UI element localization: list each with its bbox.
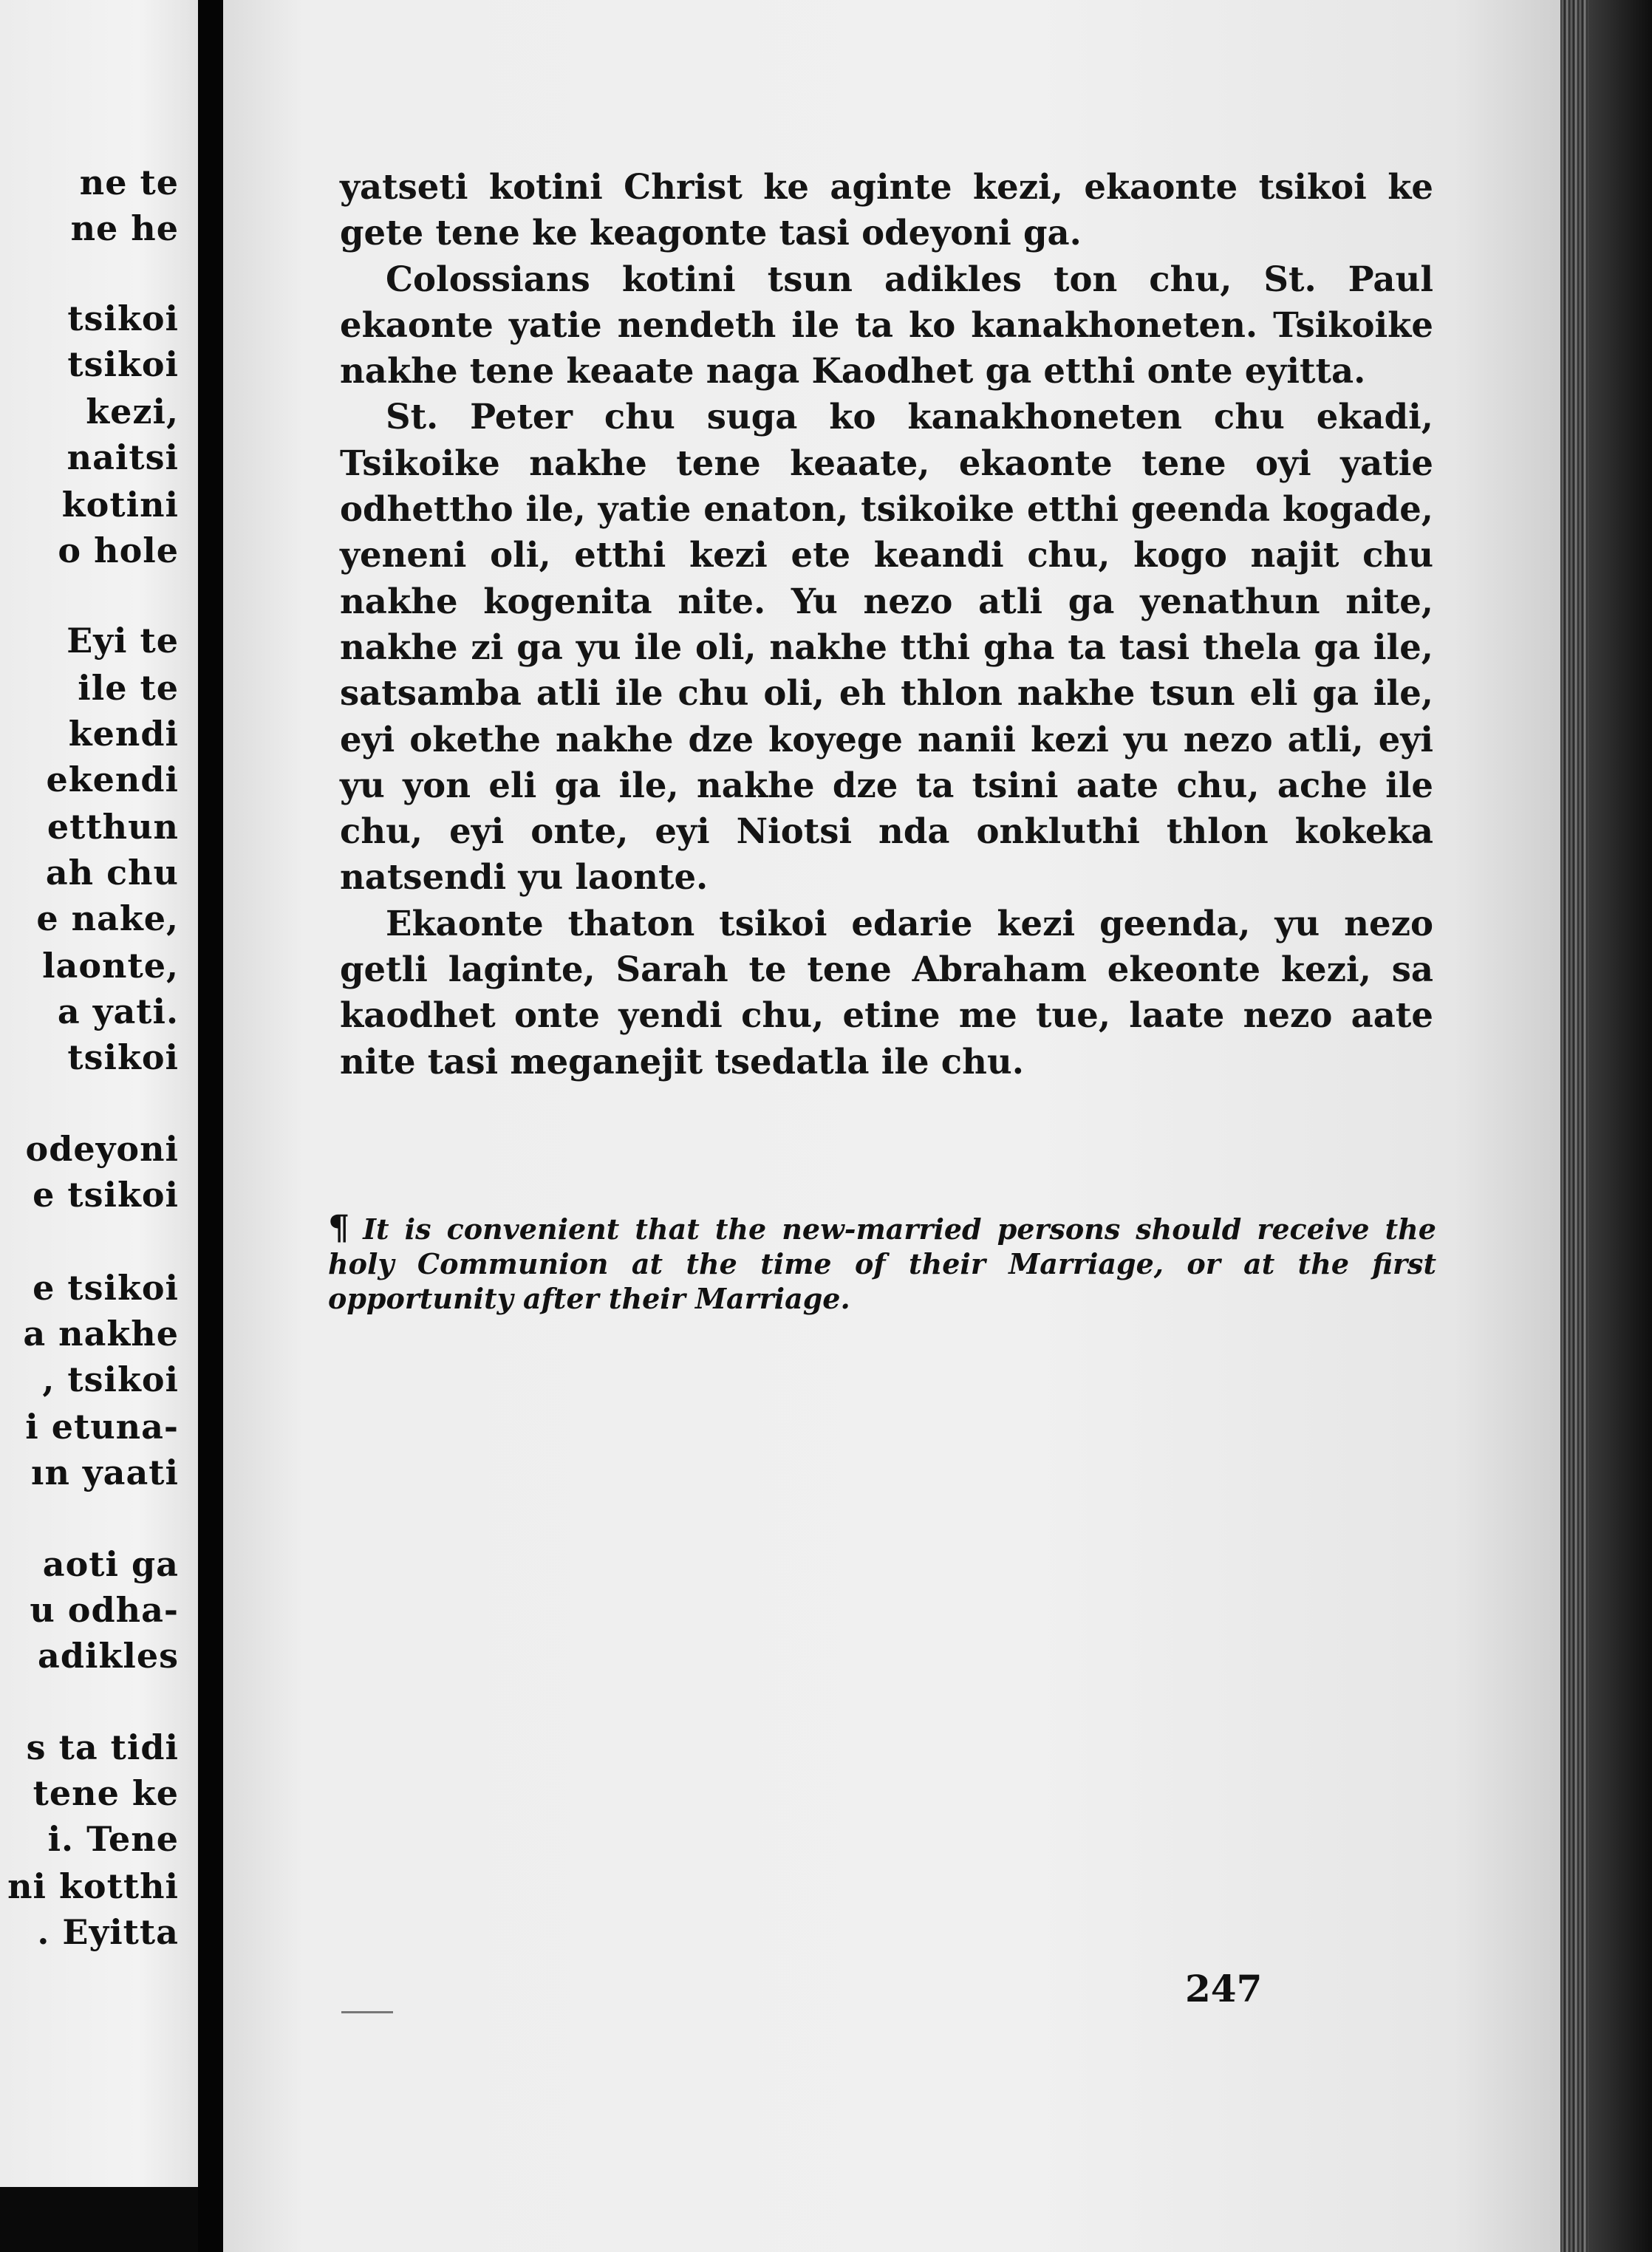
left-page-line: o hole (58, 530, 179, 570)
left-page-line: tsikoi (67, 344, 179, 384)
body-text (340, 164, 1433, 1085)
left-page-line: kezi, (86, 392, 179, 431)
left-page-line: kendi (68, 714, 179, 754)
left-page-line: ah chu (45, 853, 179, 893)
left-page-line: s ta tidi (26, 1727, 179, 1767)
page-number: 247 (1185, 1967, 1263, 2010)
left-page-line: ni kotthi (7, 1866, 179, 1906)
left-page-line: i. Tene (47, 1819, 179, 1859)
left-page-line: ne he (70, 208, 179, 248)
left-page-line: aoti ga (42, 1544, 179, 1584)
left-page-line: kotini (61, 485, 179, 525)
left-page-line: naitsi (66, 437, 179, 477)
left-page-line: etthun (47, 807, 179, 847)
left-page-line: laonte, (42, 946, 179, 986)
main-page (223, 0, 1560, 2252)
footer-rule (341, 2011, 393, 2013)
pilcrow-icon: ¶ (328, 1207, 350, 1247)
left-page-line: a nakhe (23, 1314, 179, 1354)
paragraph-2: Colossians kotini tsun adikles ton chu, St. Paul ekaonte yatie nendeth ile ta ko kanakhoneten. Tsikoike nakhe tene keaate naga Kaodhet ga etthi onte eyitta. (340, 258, 1433, 392)
page-edge-shadow (1588, 0, 1652, 2252)
left-page-line: , tsikoi (42, 1359, 179, 1399)
left-page-line: adikles (38, 1636, 179, 1676)
paragraph-1: yatseti kotini Christ ke aginte kezi, ekaonte tsikoi ke gete tene ke keagonte tasi odeyoni ga. (340, 166, 1433, 253)
left-page-line: tsikoi (67, 298, 179, 338)
left-page-line: ekendi (46, 760, 179, 799)
left-page-line: a yati. (57, 992, 179, 1031)
paragraph-4: Ekaonte thaton tsikoi edarie kezi geenda, yu nezo getli laginte, Sarah te tene Abraham ekeonte kezi, sa kaodhet onte yendi chu, etine me tue, laate nezo aate nite tasi meganejit tsedatla ile chu. (340, 902, 1433, 1082)
book-gutter (198, 0, 223, 2252)
paragraph-3: St. Peter chu suga ko kanakhoneten chu ekadi, Tsikoike nakhe tene keaate, ekaonte tene oyi yatie odhettho ile, yatie enaton, tsikoike etthi geenda kogade, yeneni oli, etthi kezi ete keandi chu, kogo najit chu nakhe kogenita nite. Yu nezo atli ga yenathun nite, nakhe zi ga yu ile oli, nakhe tthi gha ta tasi thela ga ile, satsamba atli ile chu oli, eh thlon nakhe tsun eli ga ile, eyi okethe nakhe dze koyege nanii kezi yu nezo atli, eyi yu yon eli ga ile, nakhe dze ta tsini aate chu, ache ile chu, eyi onte, eyi Niotsi nda onkluthi thlon kokeka natsendi yu laonte. (340, 396, 1433, 898)
left-page-line: tsikoi (67, 1037, 179, 1077)
left-page-line: ne te (79, 163, 179, 202)
left-page-line: u odha- (30, 1590, 179, 1630)
left-page-line: Eyi te (66, 621, 179, 661)
left-page-line: i etuna- (25, 1407, 179, 1447)
rubric-text: It is convenient that the new-married persons should receive the holy Communion at the time of their Marriage, or at the first opportunity after their Marriage. (328, 1212, 1436, 1315)
left-page-line: e tsikoi (33, 1175, 179, 1215)
left-page-line: odeyoni (25, 1129, 179, 1169)
left-page-line: ın yaati (31, 1453, 179, 1492)
left-facing-page (0, 0, 198, 2187)
rubric-note (328, 1207, 1436, 1316)
left-page-line: ile te (78, 668, 179, 708)
left-page-line: e tsikoi (33, 1268, 179, 1308)
left-page-line: . Eyitta (37, 1912, 179, 1952)
left-page-line: e nake, (36, 898, 179, 938)
left-page-line: tene ke (33, 1773, 179, 1813)
